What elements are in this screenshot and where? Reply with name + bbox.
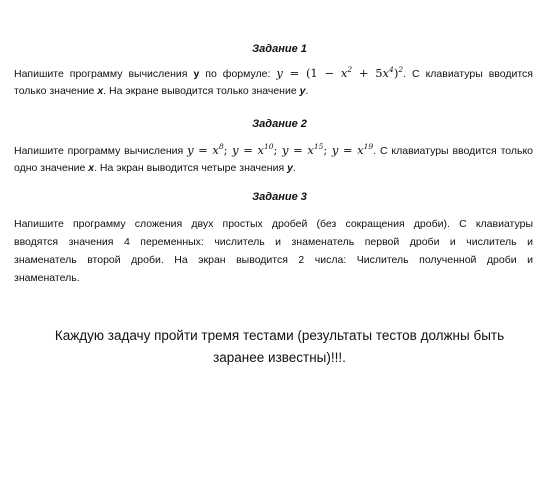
task3-line-4: знаменатель. bbox=[14, 272, 80, 284]
formula-2-exp: 10 bbox=[263, 142, 274, 151]
formula-3-exp: 15 bbox=[313, 142, 324, 151]
task2-text-part: . bbox=[292, 162, 296, 174]
task1-line-1 bbox=[14, 64, 533, 82]
task1-formula bbox=[276, 66, 403, 80]
task2-text-part: . С клавиатуры вводится только bbox=[373, 145, 534, 157]
task2-text-part: одно значение bbox=[14, 162, 89, 174]
formula-eq: = (1 − bbox=[282, 66, 341, 80]
task1-text-part: только значение bbox=[14, 85, 98, 97]
task2-text bbox=[14, 141, 533, 177]
formula-plus: + 5 bbox=[352, 66, 383, 80]
formula-1: y = x bbox=[187, 143, 219, 157]
formula-exp3: 2 bbox=[398, 65, 404, 74]
task3-line-3: знаменатель второй дроби. На экран выводится 2 числа: Числитель полученной дроби и bbox=[14, 254, 533, 266]
task1-heading: Задание 1 bbox=[252, 43, 307, 55]
task1-var-y2: y bbox=[299, 85, 306, 97]
task1-text-part: по формуле: bbox=[199, 68, 277, 80]
task2-text-part: . На экран выводится четыре значения bbox=[94, 162, 288, 174]
task1-text-part: Напишите программу вычисления bbox=[14, 68, 194, 80]
task2-line-1 bbox=[14, 141, 533, 159]
task1-text-part: . На экране выводится только значение bbox=[103, 85, 300, 97]
formula-y: y bbox=[276, 66, 283, 80]
task1-text-part: . bbox=[305, 85, 309, 97]
formula-sep: ; bbox=[273, 143, 282, 157]
task2-heading: Задание 2 bbox=[252, 118, 307, 130]
task3-heading: Задание 3 bbox=[252, 191, 307, 203]
formula-2: y = x bbox=[232, 143, 264, 157]
task1-text-part: . С клавиатуры вводится bbox=[403, 68, 533, 80]
formula-4: y = x bbox=[331, 143, 364, 157]
closing-note-line-2: заранее известны)!!!. bbox=[213, 350, 346, 365]
formula-sep: ; bbox=[223, 143, 233, 157]
formula-4-exp: 19 bbox=[363, 142, 374, 151]
formula-3: y = x bbox=[282, 143, 314, 157]
formula-x1: x bbox=[340, 66, 348, 80]
task1-line-2 bbox=[14, 82, 533, 100]
task3-line-2: вводятся значения 4 переменных: числитель и знаменатель первой дроби и числитель и bbox=[14, 236, 533, 248]
task2-var-x: x bbox=[88, 162, 95, 174]
formula-sep: ; bbox=[323, 143, 332, 157]
formula-x2: x bbox=[382, 66, 390, 80]
formula-close: ) bbox=[393, 66, 399, 80]
task2-var-y: y bbox=[287, 162, 293, 174]
formula-exp1: 2 bbox=[347, 65, 353, 74]
task1-var-y: y bbox=[193, 68, 200, 80]
formula-exp2: 4 bbox=[389, 65, 394, 74]
task1-text bbox=[14, 64, 533, 100]
task2-text-part: Напишите программу вычисления bbox=[14, 145, 188, 157]
task2-formulas bbox=[187, 143, 373, 157]
task2-line-2 bbox=[14, 159, 533, 177]
formula-1-exp: 8 bbox=[218, 142, 224, 151]
task3-text bbox=[14, 215, 533, 287]
task1-var-x: x bbox=[97, 85, 104, 97]
task3-line-1: Напишите программу сложения двух простых дробей (без сокращения дроби). С клавиатуры bbox=[14, 218, 533, 230]
closing-note bbox=[0, 325, 559, 369]
closing-note-line-1: Каждую задачу пройти тремя тестами (результаты тестов должны быть bbox=[54, 328, 505, 343]
